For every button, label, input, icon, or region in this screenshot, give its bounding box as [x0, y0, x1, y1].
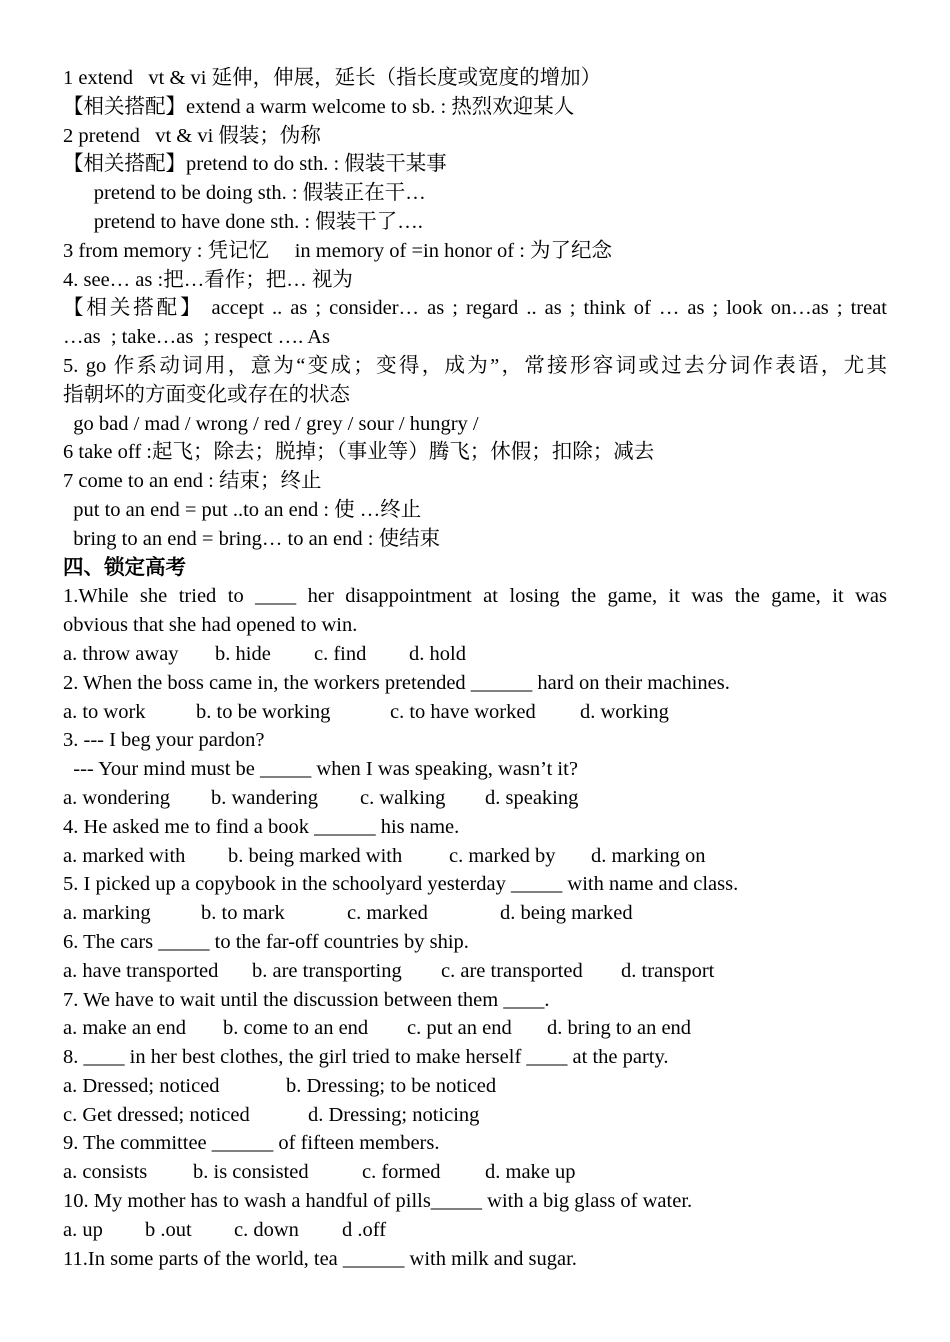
answer-options [63, 1101, 887, 1130]
answer-option: b. being marked with [228, 844, 403, 867]
question-stem: 9. The committee ______ of fifteen members. [63, 1132, 440, 1155]
answer-option: b. to be working [196, 700, 331, 723]
question-stem: 11.In some parts of the world, tea ______ with milk and sugar. [63, 1247, 577, 1270]
answer-options [63, 957, 887, 986]
vocab-line: put to an end = put ..to an end : 使 …终止 [63, 498, 422, 521]
answer-option: d. hold [409, 642, 466, 665]
answer-option: a. to work [63, 700, 146, 723]
answer-option: a. wondering [63, 786, 171, 809]
vocab-line: pretend to be doing sth. : 假装正在干… [63, 182, 426, 205]
question-stem: 2. When the boss came in, the workers pretended ______ hard on their machines. [63, 671, 730, 694]
answer-option: a. throw away [63, 642, 179, 665]
answer-option: c. marked [347, 902, 428, 925]
question-stem: 3. --- I beg your pardon? [63, 729, 265, 752]
answer-options [63, 1216, 887, 1245]
answer-option: c. put an end [407, 1017, 512, 1040]
answer-option: a. marked with [63, 844, 186, 867]
question-stem: 10. My mother has to wash a handful of pills_____ with a big glass of water. [63, 1190, 693, 1213]
vocab-line: 指朝坏的方面变化或存在的状态 [63, 383, 350, 406]
answer-option: c. down [234, 1218, 299, 1241]
answer-option: d. make up [485, 1161, 576, 1184]
vocab-line: 【相关搭配】pretend to do sth. : 假装干某事 [63, 153, 447, 176]
answer-option: a. consists [63, 1161, 148, 1184]
answer-options [63, 899, 887, 928]
answer-option: a. up [63, 1218, 103, 1241]
answer-option: d. Dressing; noticing [308, 1103, 480, 1126]
answer-option: d. speaking [485, 786, 579, 809]
vocab-line: 【相关搭配】extend a warm welcome to sb. : 热烈欢迎某人 [63, 95, 575, 118]
answer-option: d .off [342, 1218, 387, 1241]
answer-option: c. are transported [441, 959, 583, 982]
answer-option: a. Dressed; noticed [63, 1074, 220, 1097]
answer-option: c. formed [362, 1161, 441, 1184]
question-stem: --- Your mind must be _____ when I was speaking, wasn’t it? [63, 758, 578, 781]
answer-option: b. to mark [201, 902, 285, 925]
answer-option: c. find [314, 642, 367, 665]
answer-options [63, 1072, 887, 1101]
answer-option: a. marking [63, 902, 151, 925]
answer-option: c. to have worked [390, 700, 536, 723]
vocab-line: bring to an end = bring… to an end : 使结束 [63, 527, 441, 550]
document-page [63, 64, 887, 1273]
answer-option: b. wandering [211, 786, 319, 809]
question-stem: 8. ____ in her best clothes, the girl tried to make herself ____ at the party. [63, 1046, 669, 1069]
vocab-line: …as ; take…as ; respect …. As [63, 326, 331, 349]
vocab-line: 4. see… as :把…看作；把… 视为 [63, 268, 353, 291]
question-stem: 4. He asked me to find a book ______ his name. [63, 815, 460, 838]
answer-option: d. being marked [500, 902, 633, 925]
answer-options [63, 784, 887, 813]
answer-option: a. have transported [63, 959, 219, 982]
vocab-line: pretend to have done sth. : 假装干了…. [63, 210, 423, 233]
answer-option: c. Get dressed; noticed [63, 1103, 250, 1126]
answer-option: b. is consisted [193, 1161, 309, 1184]
answer-options [63, 1158, 887, 1187]
answer-options [63, 1014, 887, 1043]
question-stem: obvious that she had opened to win. [63, 614, 358, 637]
answer-options [63, 640, 887, 669]
answer-option: d. bring to an end [547, 1017, 692, 1040]
vocab-line: 3 from memory : 凭记忆 in memory of =in honor of : 为了纪念 [63, 239, 613, 262]
answer-option: d. working [580, 700, 669, 723]
question-stem: 7. We have to wait until the discussion between them ____. [63, 988, 550, 1011]
section-heading: 四、锁定高考 [63, 556, 186, 579]
answer-option: c. walking [360, 786, 446, 809]
vocab-line: 7 come to an end : 结束；终止 [63, 470, 322, 493]
vocab-line: 1 extend vt & vi 延伸，伸展，延长（指长度或宽度的增加） [63, 67, 602, 89]
vocab-line: 【相关搭配】 accept .. as ; consider… as ; regard .. as ; think of … as ; look on…as ; treat [63, 297, 887, 320]
answer-option: b. are transporting [252, 959, 402, 982]
answer-option: b .out [145, 1218, 192, 1241]
answer-options [63, 842, 887, 871]
answer-option: d. transport [621, 959, 715, 982]
vocab-line: 5. go 作系动词用，意为“变成；变得，成为”，常接形容词或过去分词作表语，尤其 [63, 354, 887, 377]
question-stem: 1.While she tried to ____ her disappointment at losing the game, it was the game, it was [63, 585, 887, 608]
answer-option: d. marking on [591, 844, 706, 867]
answer-option: a. make an end [63, 1017, 186, 1040]
vocab-line: 2 pretend vt & vi 假装；伪称 [63, 124, 321, 147]
answer-option: b. come to an end [223, 1017, 369, 1040]
answer-option: b. hide [215, 642, 271, 665]
question-stem: 6. The cars _____ to the far-off countries by ship. [63, 930, 469, 953]
vocab-line: go bad / mad / wrong / red / grey / sour / hungry / [63, 412, 479, 435]
question-stem: 5. I picked up a copybook in the schoolyard yesterday _____ with name and class. [63, 873, 739, 896]
answer-option: b. Dressing; to be noticed [286, 1074, 497, 1097]
answer-options [63, 698, 887, 727]
vocab-line: 6 take off :起飞；除去；脱掉；（事业等）腾飞；休假；扣除；减去 [63, 441, 655, 464]
answer-option: c. marked by [449, 844, 556, 867]
